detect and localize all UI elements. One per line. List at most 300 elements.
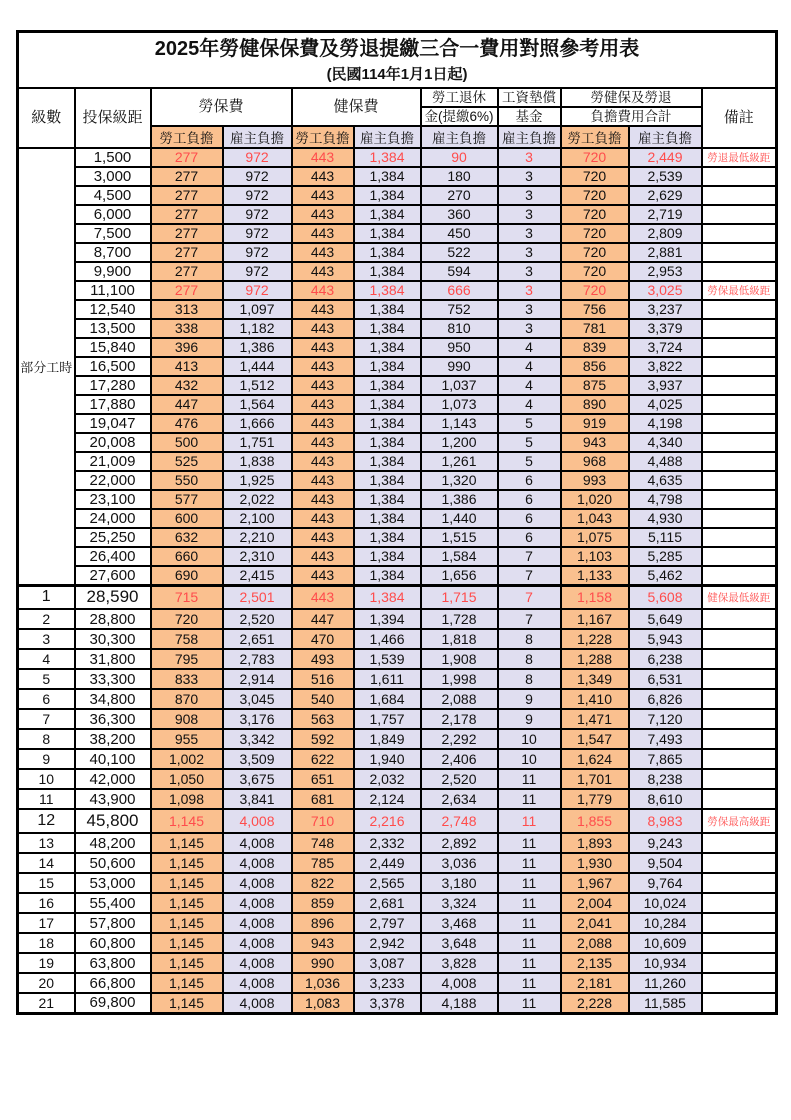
value-cell: 2,914 xyxy=(223,669,292,689)
value-cell: 2,520 xyxy=(421,769,498,789)
value-cell: 4,188 xyxy=(421,993,498,1013)
value-cell: 9,504 xyxy=(629,853,702,873)
value-cell: 5,115 xyxy=(629,528,702,547)
bracket-cell: 60,800 xyxy=(75,933,151,953)
value-cell: 3,675 xyxy=(223,769,292,789)
value-cell: 7 xyxy=(498,609,561,629)
value-cell: 2,797 xyxy=(354,913,421,933)
value-cell: 720 xyxy=(561,243,629,262)
value-cell: 4,008 xyxy=(223,933,292,953)
value-cell: 447 xyxy=(151,395,223,414)
table-row xyxy=(18,629,777,649)
value-cell: 2,415 xyxy=(223,566,292,586)
remark-cell xyxy=(702,893,777,913)
value-cell: 1,384 xyxy=(354,452,421,471)
value-cell: 1,384 xyxy=(354,262,421,281)
value-cell: 2,041 xyxy=(561,913,629,933)
value-cell: 443 xyxy=(292,566,354,586)
value-cell: 2,719 xyxy=(629,205,702,224)
value-cell: 990 xyxy=(292,953,354,973)
subheader-pension-employer: 雇主負擔 xyxy=(421,126,498,148)
value-cell: 943 xyxy=(561,433,629,452)
remark-cell xyxy=(702,167,777,186)
value-cell: 3 xyxy=(498,243,561,262)
table-row xyxy=(18,993,777,1013)
value-cell: 2,022 xyxy=(223,490,292,509)
value-cell: 443 xyxy=(292,490,354,509)
level-cell: 15 xyxy=(18,873,75,893)
table-row xyxy=(18,319,777,338)
value-cell: 1,145 xyxy=(151,809,223,833)
bracket-cell: 45,800 xyxy=(75,809,151,833)
value-cell: 972 xyxy=(223,262,292,281)
value-cell: 4,008 xyxy=(223,873,292,893)
subheader-health-employee: 勞工負擔 xyxy=(292,126,354,148)
value-cell: 277 xyxy=(151,262,223,281)
value-cell: 666 xyxy=(421,281,498,300)
level-cell: 2 xyxy=(18,609,75,629)
table-row xyxy=(18,395,777,414)
bracket-cell: 34,800 xyxy=(75,689,151,709)
value-cell: 4,008 xyxy=(223,833,292,853)
table-row xyxy=(18,649,777,669)
value-cell: 2,565 xyxy=(354,873,421,893)
value-cell: 1,384 xyxy=(354,509,421,528)
remark-cell xyxy=(702,262,777,281)
value-cell: 972 xyxy=(223,205,292,224)
value-cell: 277 xyxy=(151,167,223,186)
remark-cell xyxy=(702,709,777,729)
level-cell: 11 xyxy=(18,789,75,809)
value-cell: 5 xyxy=(498,433,561,452)
value-cell: 1,564 xyxy=(223,395,292,414)
value-cell: 443 xyxy=(292,186,354,205)
value-cell: 2,651 xyxy=(223,629,292,649)
remark-cell xyxy=(702,452,777,471)
bracket-cell: 17,880 xyxy=(75,395,151,414)
value-cell: 1,050 xyxy=(151,769,223,789)
bracket-cell: 25,250 xyxy=(75,528,151,547)
remark-cell xyxy=(702,649,777,669)
value-cell: 3,379 xyxy=(629,319,702,338)
value-cell: 11 xyxy=(498,833,561,853)
value-cell: 11 xyxy=(498,893,561,913)
value-cell: 955 xyxy=(151,729,223,749)
value-cell: 1,384 xyxy=(354,148,421,167)
remark-cell xyxy=(702,186,777,205)
value-cell: 1,930 xyxy=(561,853,629,873)
value-cell: 1,288 xyxy=(561,649,629,669)
value-cell: 1,466 xyxy=(354,629,421,649)
value-cell: 1,261 xyxy=(421,452,498,471)
value-cell: 443 xyxy=(292,509,354,528)
bracket-cell: 40,100 xyxy=(75,749,151,769)
value-cell: 1,097 xyxy=(223,300,292,319)
value-cell: 856 xyxy=(561,357,629,376)
value-cell: 2,135 xyxy=(561,953,629,973)
remark-cell xyxy=(702,873,777,893)
value-cell: 7 xyxy=(498,566,561,586)
value-cell: 1,384 xyxy=(354,433,421,452)
value-cell: 5 xyxy=(498,452,561,471)
value-cell: 1,384 xyxy=(354,528,421,547)
value-cell: 3,180 xyxy=(421,873,498,893)
value-cell: 720 xyxy=(561,281,629,300)
level-cell: 6 xyxy=(18,689,75,709)
value-cell: 550 xyxy=(151,471,223,490)
value-cell: 781 xyxy=(561,319,629,338)
value-cell: 3,841 xyxy=(223,789,292,809)
value-cell: 1,384 xyxy=(354,566,421,586)
value-cell: 720 xyxy=(561,224,629,243)
value-cell: 10,284 xyxy=(629,913,702,933)
value-cell: 632 xyxy=(151,528,223,547)
value-cell: 3 xyxy=(498,281,561,300)
value-cell: 2,088 xyxy=(421,689,498,709)
value-cell: 1,471 xyxy=(561,709,629,729)
value-cell: 3 xyxy=(498,148,561,167)
value-cell: 4,008 xyxy=(223,953,292,973)
value-cell: 2,629 xyxy=(629,186,702,205)
subheader-labor-employer: 雇主負擔 xyxy=(223,126,292,148)
value-cell: 4,488 xyxy=(629,452,702,471)
remark-cell xyxy=(702,357,777,376)
value-cell: 11 xyxy=(498,933,561,953)
value-cell: 443 xyxy=(292,148,354,167)
table-row xyxy=(18,148,777,167)
remark-cell: 勞退最低級距 xyxy=(702,148,777,167)
value-cell: 1,444 xyxy=(223,357,292,376)
part-time-label-cell: 部分工時 xyxy=(18,148,75,586)
value-cell: 443 xyxy=(292,547,354,566)
value-cell: 875 xyxy=(561,376,629,395)
value-cell: 3,324 xyxy=(421,893,498,913)
value-cell: 752 xyxy=(421,300,498,319)
table-row xyxy=(18,547,777,566)
level-cell: 16 xyxy=(18,893,75,913)
table-row xyxy=(18,709,777,729)
table-row xyxy=(18,452,777,471)
value-cell: 277 xyxy=(151,148,223,167)
value-cell: 1,145 xyxy=(151,953,223,973)
value-cell: 1,384 xyxy=(354,338,421,357)
remark-cell xyxy=(702,490,777,509)
value-cell: 4,008 xyxy=(223,853,292,873)
table-row xyxy=(18,893,777,913)
remark-cell xyxy=(702,729,777,749)
value-cell: 2,210 xyxy=(223,528,292,547)
value-cell: 3,342 xyxy=(223,729,292,749)
col-header-total-line1: 勞健保及勞退 xyxy=(561,88,702,107)
value-cell: 785 xyxy=(292,853,354,873)
bracket-cell: 19,047 xyxy=(75,414,151,433)
level-cell: 20 xyxy=(18,973,75,993)
value-cell: 5,649 xyxy=(629,609,702,629)
value-cell: 2,634 xyxy=(421,789,498,809)
table-row xyxy=(18,749,777,769)
bracket-cell: 13,500 xyxy=(75,319,151,338)
bracket-cell: 36,300 xyxy=(75,709,151,729)
remark-cell: 勞保最高級距 xyxy=(702,809,777,833)
value-cell: 4 xyxy=(498,357,561,376)
remark-cell xyxy=(702,509,777,528)
value-cell: 2,892 xyxy=(421,833,498,853)
value-cell: 1,394 xyxy=(354,609,421,629)
value-cell: 1,440 xyxy=(421,509,498,528)
remark-cell xyxy=(702,243,777,262)
table-row xyxy=(18,609,777,629)
value-cell: 972 xyxy=(223,224,292,243)
value-cell: 4,635 xyxy=(629,471,702,490)
value-cell: 3 xyxy=(498,205,561,224)
col-header-level: 級數 xyxy=(18,88,75,148)
value-cell: 4,198 xyxy=(629,414,702,433)
value-cell: 443 xyxy=(292,281,354,300)
value-cell: 2,809 xyxy=(629,224,702,243)
value-cell: 1,320 xyxy=(421,471,498,490)
value-cell: 1,386 xyxy=(421,490,498,509)
value-cell: 8,983 xyxy=(629,809,702,833)
value-cell: 908 xyxy=(151,709,223,729)
value-cell: 3 xyxy=(498,186,561,205)
value-cell: 600 xyxy=(151,509,223,528)
remark-cell xyxy=(702,913,777,933)
value-cell: 443 xyxy=(292,224,354,243)
table-row xyxy=(18,585,777,609)
value-cell: 10 xyxy=(498,729,561,749)
value-cell: 443 xyxy=(292,357,354,376)
value-cell: 3,233 xyxy=(354,973,421,993)
value-cell: 756 xyxy=(561,300,629,319)
value-cell: 6,238 xyxy=(629,649,702,669)
value-cell: 11 xyxy=(498,993,561,1013)
value-cell: 2,501 xyxy=(223,585,292,609)
value-cell: 4,025 xyxy=(629,395,702,414)
remark-cell xyxy=(702,669,777,689)
subheader-total-employer: 雇主負擔 xyxy=(629,126,702,148)
remark-cell xyxy=(702,528,777,547)
table-row xyxy=(18,186,777,205)
table-row xyxy=(18,509,777,528)
value-cell: 1,779 xyxy=(561,789,629,809)
remark-cell: 健保最低級距 xyxy=(702,585,777,609)
value-cell: 720 xyxy=(561,148,629,167)
value-cell: 11 xyxy=(498,789,561,809)
value-cell: 2,100 xyxy=(223,509,292,528)
remark-cell xyxy=(702,205,777,224)
bracket-cell: 42,000 xyxy=(75,769,151,789)
bracket-cell: 3,000 xyxy=(75,167,151,186)
value-cell: 2,292 xyxy=(421,729,498,749)
value-cell: 1,925 xyxy=(223,471,292,490)
bracket-cell: 6,000 xyxy=(75,205,151,224)
value-cell: 859 xyxy=(292,893,354,913)
bracket-cell: 50,600 xyxy=(75,853,151,873)
value-cell: 4,008 xyxy=(223,973,292,993)
value-cell: 1,728 xyxy=(421,609,498,629)
col-header-bracket: 投保級距 xyxy=(75,88,151,148)
bracket-cell: 21,009 xyxy=(75,452,151,471)
value-cell: 4,008 xyxy=(223,993,292,1013)
value-cell: 3,648 xyxy=(421,933,498,953)
value-cell: 4 xyxy=(498,395,561,414)
value-cell: 522 xyxy=(421,243,498,262)
value-cell: 1,145 xyxy=(151,993,223,1013)
value-cell: 443 xyxy=(292,452,354,471)
value-cell: 3,045 xyxy=(223,689,292,709)
remark-cell xyxy=(702,566,777,586)
value-cell: 1,384 xyxy=(354,167,421,186)
value-cell: 7,493 xyxy=(629,729,702,749)
value-cell: 1,384 xyxy=(354,490,421,509)
bracket-cell: 28,800 xyxy=(75,609,151,629)
value-cell: 10,934 xyxy=(629,953,702,973)
remark-cell xyxy=(702,395,777,414)
value-cell: 1,073 xyxy=(421,395,498,414)
bracket-cell: 1,500 xyxy=(75,148,151,167)
value-cell: 4,008 xyxy=(223,893,292,913)
value-cell: 1,384 xyxy=(354,395,421,414)
value-cell: 1,384 xyxy=(354,585,421,609)
value-cell: 10 xyxy=(498,749,561,769)
value-cell: 11 xyxy=(498,953,561,973)
value-cell: 896 xyxy=(292,913,354,933)
value-cell: 1,145 xyxy=(151,913,223,933)
remark-cell xyxy=(702,471,777,490)
value-cell: 1,145 xyxy=(151,933,223,953)
value-cell: 715 xyxy=(151,585,223,609)
table-row xyxy=(18,300,777,319)
value-cell: 2,178 xyxy=(421,709,498,729)
table-row xyxy=(18,376,777,395)
value-cell: 890 xyxy=(561,395,629,414)
level-cell: 7 xyxy=(18,709,75,729)
value-cell: 1,145 xyxy=(151,893,223,913)
value-cell: 1,940 xyxy=(354,749,421,769)
value-cell: 943 xyxy=(292,933,354,953)
value-cell: 1,684 xyxy=(354,689,421,709)
value-cell: 1,158 xyxy=(561,585,629,609)
subheader-labor-employee: 勞工負擔 xyxy=(151,126,223,148)
value-cell: 1,715 xyxy=(421,585,498,609)
value-cell: 6 xyxy=(498,490,561,509)
value-cell: 9 xyxy=(498,709,561,729)
value-cell: 1,838 xyxy=(223,452,292,471)
value-cell: 4,008 xyxy=(223,913,292,933)
value-cell: 443 xyxy=(292,414,354,433)
value-cell: 443 xyxy=(292,376,354,395)
value-cell: 2,332 xyxy=(354,833,421,853)
value-cell: 432 xyxy=(151,376,223,395)
table-row xyxy=(18,490,777,509)
value-cell: 6 xyxy=(498,528,561,547)
value-cell: 476 xyxy=(151,414,223,433)
value-cell: 2,216 xyxy=(354,809,421,833)
value-cell: 1,893 xyxy=(561,833,629,853)
remark-cell xyxy=(702,319,777,338)
bracket-cell: 11,100 xyxy=(75,281,151,300)
value-cell: 2,449 xyxy=(354,853,421,873)
value-cell: 6,826 xyxy=(629,689,702,709)
table-row xyxy=(18,789,777,809)
col-header-wage-fund-line1: 工資墊償 xyxy=(498,88,561,107)
value-cell: 3,025 xyxy=(629,281,702,300)
table-row xyxy=(18,357,777,376)
value-cell: 950 xyxy=(421,338,498,357)
value-cell: 720 xyxy=(561,262,629,281)
value-cell: 443 xyxy=(292,167,354,186)
value-cell: 313 xyxy=(151,300,223,319)
table-row xyxy=(18,809,777,833)
bracket-cell: 57,800 xyxy=(75,913,151,933)
value-cell: 622 xyxy=(292,749,354,769)
value-cell: 2,520 xyxy=(223,609,292,629)
value-cell: 1,182 xyxy=(223,319,292,338)
value-cell: 1,757 xyxy=(354,709,421,729)
value-cell: 11 xyxy=(498,973,561,993)
bracket-cell: 24,000 xyxy=(75,509,151,528)
value-cell: 1,512 xyxy=(223,376,292,395)
value-cell: 443 xyxy=(292,585,354,609)
value-cell: 396 xyxy=(151,338,223,357)
value-cell: 11 xyxy=(498,853,561,873)
value-cell: 8 xyxy=(498,629,561,649)
remark-cell xyxy=(702,338,777,357)
level-cell: 9 xyxy=(18,749,75,769)
value-cell: 1,384 xyxy=(354,224,421,243)
value-cell: 2,748 xyxy=(421,809,498,833)
value-cell: 4,798 xyxy=(629,490,702,509)
value-cell: 2,406 xyxy=(421,749,498,769)
table-row xyxy=(18,913,777,933)
value-cell: 277 xyxy=(151,186,223,205)
value-cell: 4,008 xyxy=(421,973,498,993)
value-cell: 748 xyxy=(292,833,354,853)
value-cell: 563 xyxy=(292,709,354,729)
value-cell: 8,238 xyxy=(629,769,702,789)
value-cell: 3 xyxy=(498,300,561,319)
value-cell: 1,384 xyxy=(354,281,421,300)
value-cell: 2,881 xyxy=(629,243,702,262)
value-cell: 3 xyxy=(498,262,561,281)
value-cell: 4 xyxy=(498,376,561,395)
value-cell: 1,751 xyxy=(223,433,292,452)
col-header-remark: 備註 xyxy=(702,88,777,148)
value-cell: 1,384 xyxy=(354,471,421,490)
bracket-cell: 7,500 xyxy=(75,224,151,243)
value-cell: 500 xyxy=(151,433,223,452)
bracket-cell: 22,000 xyxy=(75,471,151,490)
col-header-pension-line1: 勞工退休 xyxy=(421,88,498,107)
level-cell: 12 xyxy=(18,809,75,833)
value-cell: 277 xyxy=(151,224,223,243)
remark-cell xyxy=(702,300,777,319)
value-cell: 1,384 xyxy=(354,186,421,205)
value-cell: 277 xyxy=(151,205,223,224)
value-cell: 3,087 xyxy=(354,953,421,973)
value-cell: 7,120 xyxy=(629,709,702,729)
value-cell: 2,181 xyxy=(561,973,629,993)
value-cell: 6,531 xyxy=(629,669,702,689)
value-cell: 720 xyxy=(561,167,629,186)
value-cell: 2,953 xyxy=(629,262,702,281)
value-cell: 3,937 xyxy=(629,376,702,395)
bracket-cell: 20,008 xyxy=(75,433,151,452)
value-cell: 1,584 xyxy=(421,547,498,566)
value-cell: 1,855 xyxy=(561,809,629,833)
value-cell: 1,200 xyxy=(421,433,498,452)
table-row xyxy=(18,433,777,452)
